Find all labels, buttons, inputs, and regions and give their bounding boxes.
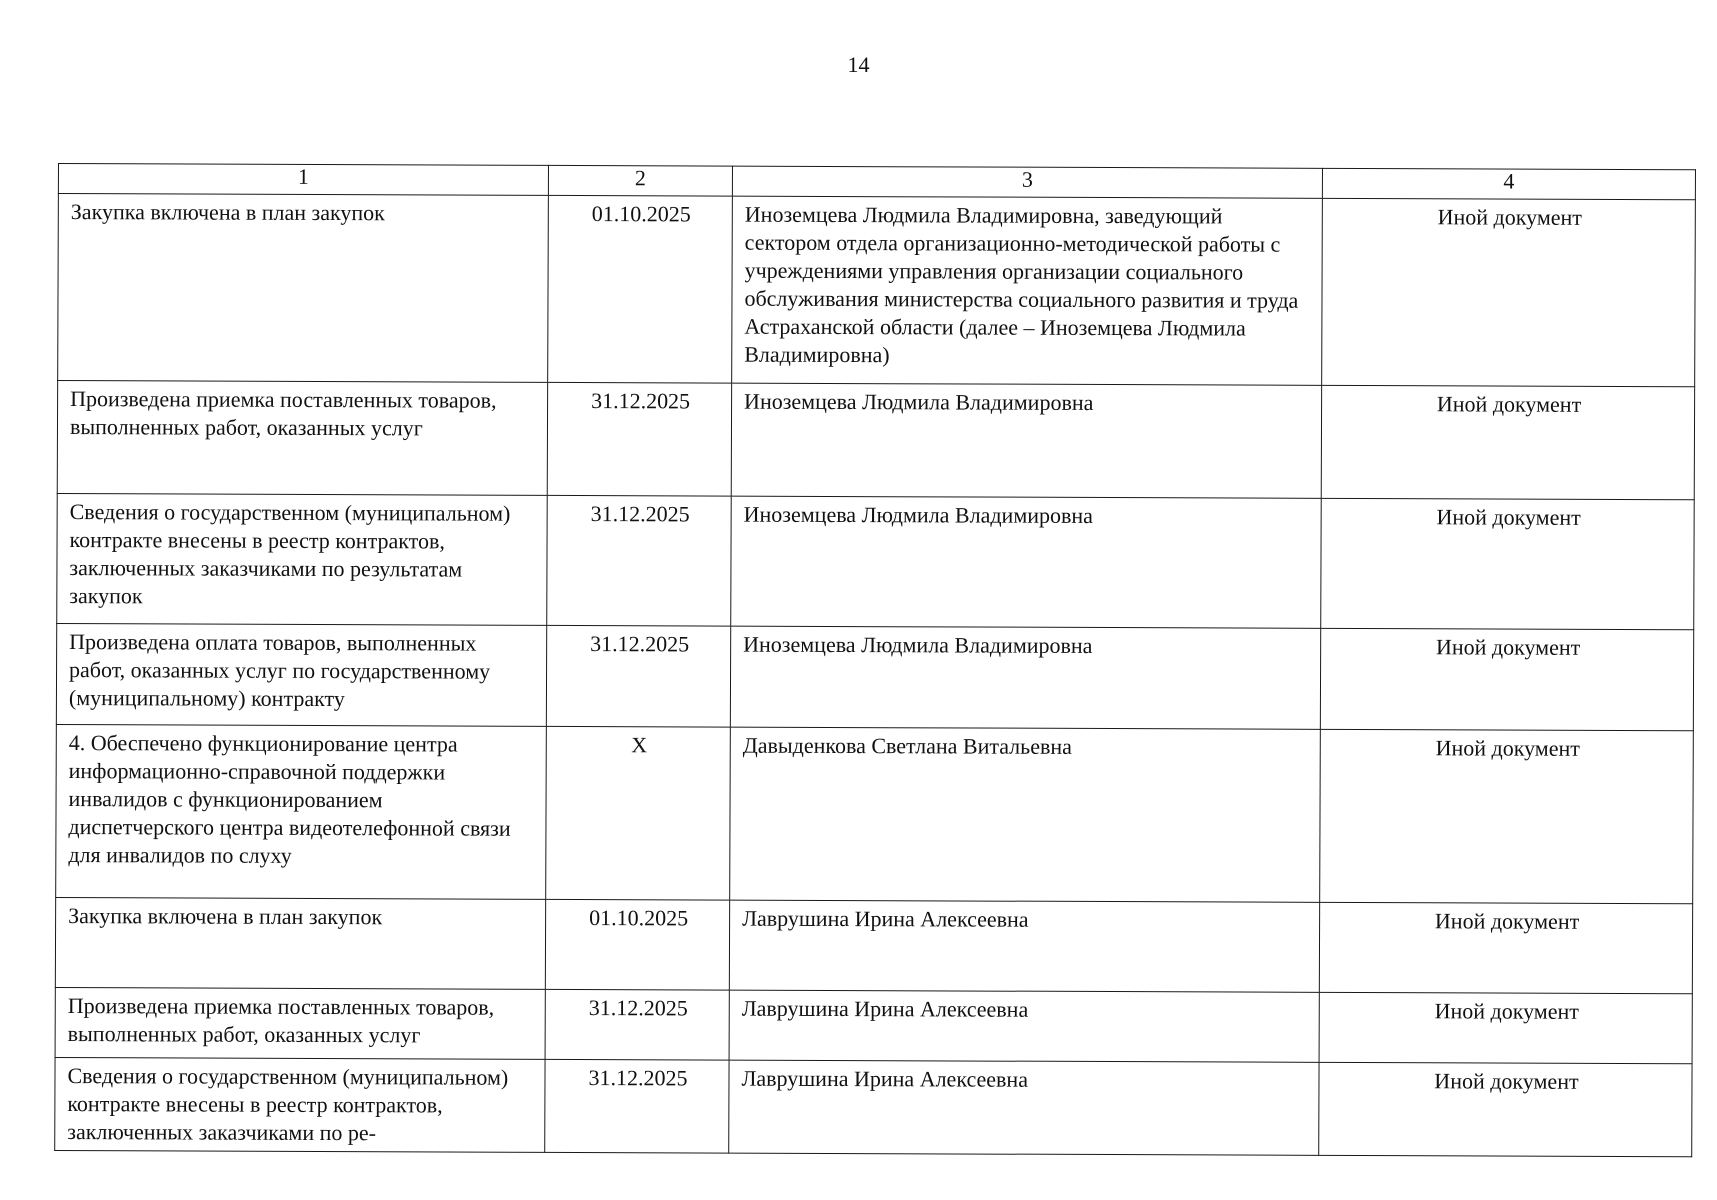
page-number: 14 [847, 52, 870, 77]
events-table [54, 163, 1696, 1157]
date-cell: 31.12.2025 [545, 989, 729, 1060]
responsible-cell: Иноземцева Людмила Владимировна [731, 496, 1321, 628]
document-cell: Иной документ [1319, 1062, 1692, 1156]
document-cell: Иной документ [1322, 198, 1696, 386]
date-cell: 01.10.2025 [548, 195, 733, 383]
responsible-cell: Лаврушина Ирина Алексеевна [729, 1060, 1319, 1155]
table-row [55, 987, 1692, 1063]
table-row [56, 623, 1693, 730]
document-cell: Иной документ [1320, 628, 1693, 730]
responsible-cell: Иноземцева Людмила Владимировна [730, 626, 1320, 729]
responsible-cell: Лаврушина Ирина Алексеевна [729, 990, 1319, 1062]
event-cell: 4. Обеспечено функционирование центра информационно-справочной поддержки инвалидов с функционированием диспетчерского центра видеотелефонной связи для инвалидов по слуху [56, 724, 547, 899]
column-number-2: 2 [548, 165, 732, 196]
document-cell: Иной документ [1321, 385, 1694, 499]
document-table-wrapper [54, 163, 1695, 1157]
responsible-cell: Давыденкова Светлана Витальевна [730, 727, 1321, 902]
event-cell: Закупка включена в план закупок [55, 897, 545, 989]
event-cell: Закупка включена в план закупок [58, 194, 549, 383]
responsible-cell: Иноземцева Людмила Владимировна, заведующий сектором отдела организационно-методической работы с учреждениями управления организации социального обслуживания министерства социального развития и труда Астраханской области (далее – Иноземцева Людмила Владимировна) [732, 196, 1323, 385]
event-cell: Произведена приемка поставленных товаров, выполненных работ, оказанных услуг [55, 987, 545, 1059]
date-cell: 31.12.2025 [547, 382, 731, 496]
table-row [55, 1057, 1692, 1156]
responsible-cell: Иноземцева Людмила Владимировна [731, 383, 1321, 498]
table-row [57, 381, 1694, 500]
date-cell: 31.12.2025 [545, 1059, 729, 1153]
date-cell: 31.12.2025 [546, 625, 730, 727]
date-cell: 01.10.2025 [545, 899, 729, 990]
column-number-1: 1 [58, 164, 548, 196]
document-cell: Иной документ [1321, 498, 1694, 629]
document-cell: Иной документ [1319, 902, 1692, 993]
column-number-4: 4 [1322, 168, 1695, 199]
column-number-3: 3 [732, 166, 1322, 198]
table-row [57, 493, 1694, 629]
event-cell: Произведена оплата товаров, выполненных работ, оказанных услуг по государственному (муниципальному) контракту [56, 623, 546, 726]
event-cell: Сведения о государственном (муниципальном) контракте внесены в реестр контрактов, заключенных заказчиками по ре- [55, 1057, 545, 1152]
responsible-cell: Лаврушина Ирина Алексеевна [729, 900, 1319, 992]
document-cell: Иной документ [1320, 729, 1694, 903]
date-cell: Х [546, 726, 731, 900]
event-cell: Сведения о государственном (муниципальном) контракте внесены в реестр контрактов, заключенных заказчиками по результатам закупок [57, 493, 547, 625]
table-row [56, 724, 1694, 903]
table-row [55, 897, 1692, 993]
table-row [58, 194, 1696, 387]
date-cell: 31.12.2025 [547, 495, 731, 626]
event-cell: Произведена приемка поставленных товаров, выполненных работ, оказанных услуг [57, 381, 547, 496]
document-cell: Иной документ [1319, 992, 1692, 1063]
